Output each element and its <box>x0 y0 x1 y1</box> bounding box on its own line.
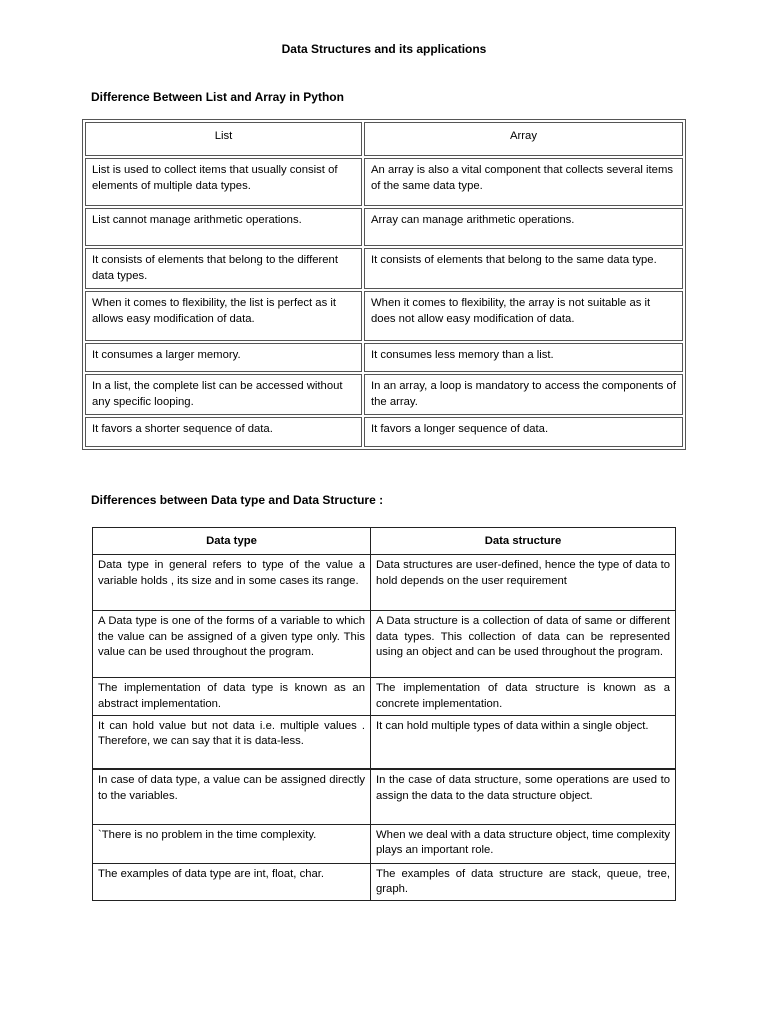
table-row <box>85 343 683 372</box>
header-data-structure: Data structure <box>371 528 676 555</box>
data-type-cell: The examples of data type are int, float, char. <box>93 863 371 901</box>
data-type-cell: The implementation of data type is known as an abstract implementation. <box>93 678 371 716</box>
array-cell: It consists of elements that belong to the same data type. <box>364 248 683 289</box>
table-row <box>93 769 676 824</box>
table-row <box>93 715 676 769</box>
document-title: Data Structures and its applications <box>281 42 487 56</box>
array-cell: It consumes less memory than a list. <box>364 343 683 372</box>
table-row <box>85 208 683 246</box>
array-cell: An array is also a vital component that collects several items of the same data type. <box>364 158 683 206</box>
array-cell: In an array, a loop is mandatory to access the components of the array. <box>364 374 683 415</box>
data-structure-cell: The implementation of data structure is known as a concrete implementation. <box>371 678 676 716</box>
list-cell: List is used to collect items that usually consist of elements of multiple data types. <box>85 158 362 206</box>
data-type-cell: `There is no problem in the time complexity. <box>93 824 371 863</box>
table-row <box>85 374 683 415</box>
header-list: List <box>85 122 362 156</box>
section-title-datatype-vs-datastructure: Differences between Data type and Data Structure : <box>91 493 384 507</box>
table-row <box>85 291 683 341</box>
data-type-cell: A Data type is one of the forms of a variable to which the value can be assigned of a given type only. This value can be used throughout the program. <box>93 611 371 678</box>
data-structure-cell: The examples of data structure are stack, queue, tree, graph. <box>371 863 676 901</box>
list-cell: It consists of elements that belong to the different data types. <box>85 248 362 289</box>
table-header-row <box>85 122 683 156</box>
table-row <box>93 824 676 863</box>
data-structure-cell: Data structures are user-defined, hence the type of data to hold depends on the user requirement <box>371 555 676 611</box>
data-structure-cell: When we deal with a data structure object, time complexity plays an important role. <box>371 824 676 863</box>
table-row <box>93 555 676 611</box>
array-cell: Array can manage arithmetic operations. <box>364 208 683 246</box>
list-cell: It consumes a larger memory. <box>85 343 362 372</box>
array-cell: It favors a longer sequence of data. <box>364 417 683 447</box>
data-type-cell: It can hold value but not data i.e. multiple values . Therefore, we can say that it is data-less. <box>93 715 371 769</box>
table-row <box>85 248 683 289</box>
table-row <box>93 611 676 678</box>
data-type-cell: Data type in general refers to type of the value a variable holds , its size and in some cases its range. <box>93 555 371 611</box>
header-array: Array <box>364 122 683 156</box>
list-vs-array-table <box>82 119 686 450</box>
table-row <box>85 158 683 206</box>
data-structure-cell: A Data structure is a collection of data of same or different data types. This collection of data can be represented using an object and can be used throughout the program. <box>371 611 676 678</box>
table-row <box>93 863 676 901</box>
header-data-type: Data type <box>93 528 371 555</box>
data-structure-cell: In the case of data structure, some operations are used to assign the data to the data structure object. <box>371 769 676 824</box>
list-cell: It favors a shorter sequence of data. <box>85 417 362 447</box>
list-cell: In a list, the complete list can be accessed without any specific looping. <box>85 374 362 415</box>
list-cell: When it comes to flexibility, the list is perfect as it allows easy modification of data. <box>85 291 362 341</box>
data-structure-cell: It can hold multiple types of data within a single object. <box>371 715 676 769</box>
table-row <box>93 678 676 716</box>
data-type-cell: In case of data type, a value can be assigned directly to the variables. <box>93 769 371 824</box>
table-row <box>85 417 683 447</box>
list-cell: List cannot manage arithmetic operations. <box>85 208 362 246</box>
table-header-row <box>93 528 676 555</box>
datatype-vs-datastructure-table <box>92 527 676 901</box>
section-title-list-vs-array: Difference Between List and Array in Python <box>91 90 344 104</box>
array-cell: When it comes to flexibility, the array is not suitable as it does not allow easy modification of data. <box>364 291 683 341</box>
